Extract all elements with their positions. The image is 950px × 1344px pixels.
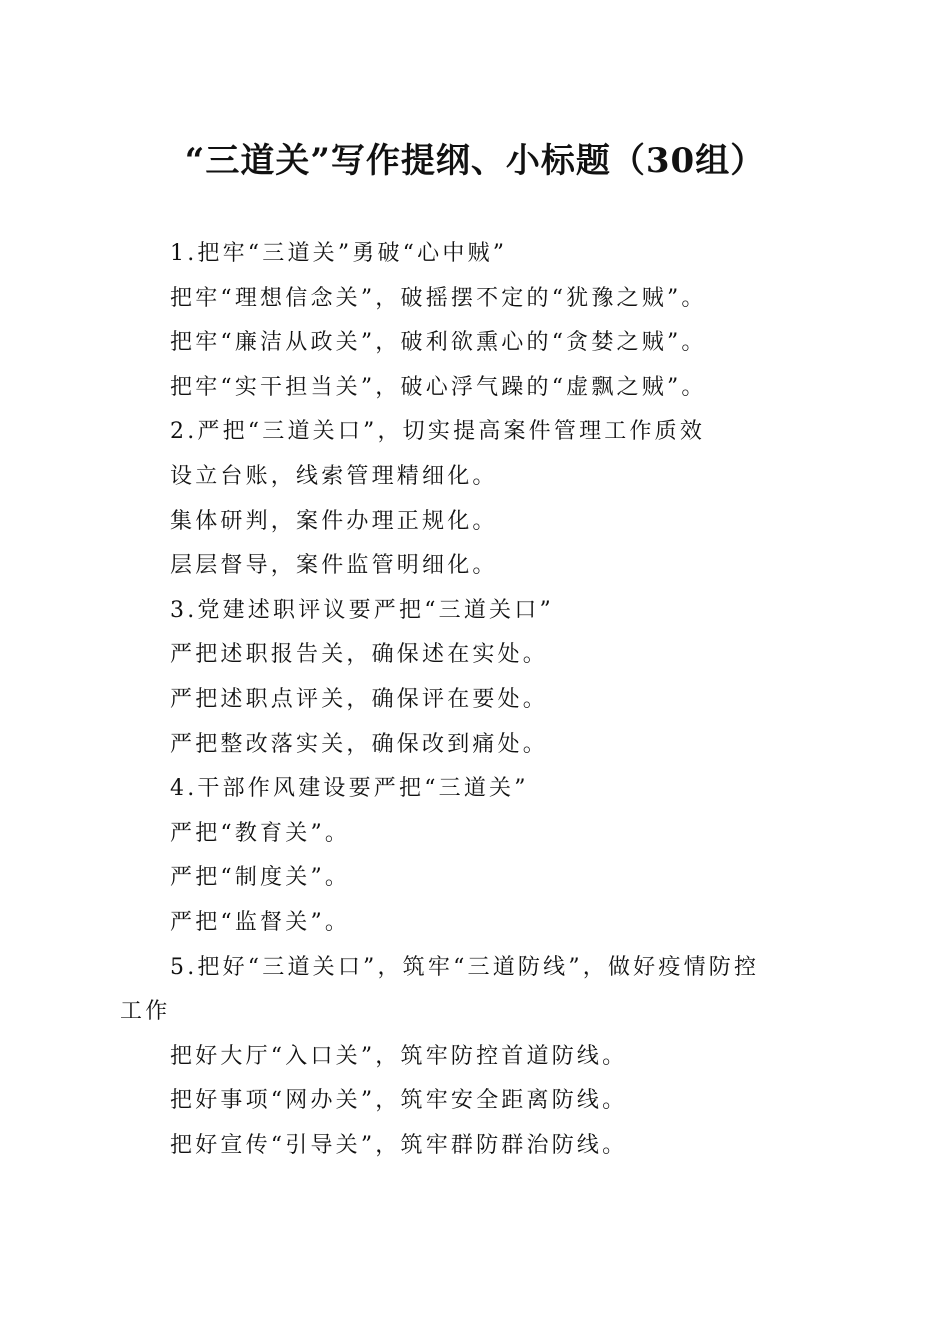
outline-item: 把牢“实干担当关”，破心浮气躁的“虚飘之贼”。 — [170, 374, 707, 400]
outline-heading-1: 1.把牢“三道关”勇破“心中贼” — [170, 241, 508, 266]
outline-heading-3: 3.党建述职评议要严把“三道关口” — [170, 597, 554, 623]
outline-item: 严把“监督关”。 — [170, 909, 351, 935]
outline-item: 设立台账，线索管理精细化。 — [170, 463, 498, 489]
outline-item: 把好事项“网办关”，筑牢安全距离防线。 — [170, 1088, 628, 1114]
outline-item: 严把“制度关”。 — [170, 865, 351, 891]
outline-item: 严把述职报告关，确保述在实处。 — [170, 642, 549, 668]
outline-heading-2: 2.严把“三道关口”，切实提高案件管理工作质效 — [170, 419, 706, 445]
outline-item: 严把述职点评关，确保评在要处。 — [170, 686, 549, 712]
outline-item: 把牢“廉洁从政关”，破利欲熏心的“贪婪之贼”。 — [170, 330, 707, 356]
document-body — [120, 232, 830, 1168]
outline-item: 把牢“理想信念关”，破摇摆不定的“犹豫之贼”。 — [170, 285, 707, 311]
outline-item: 严把“教育关”。 — [170, 820, 351, 846]
outline-heading-5: 5.把好“三道关口”，筑牢“三道防线”，做好疫情防控 — [170, 954, 760, 980]
outline-item: 把好大厅“入口关”，筑牢防控首道防线。 — [170, 1043, 628, 1069]
outline-item: 把好宣传“引导关”，筑牢群防群治防线。 — [170, 1132, 628, 1158]
outline-item: 层层督导，案件监管明细化。 — [170, 553, 498, 579]
outline-item: 集体研判，案件办理正规化。 — [170, 508, 498, 534]
outline-item: 严把整改落实关，确保改到痛处。 — [170, 731, 549, 757]
document-title: “三道关”写作提纲、小标题（30组） — [184, 141, 766, 181]
outline-heading-5-continuation: 工作 — [120, 999, 171, 1025]
outline-heading-4: 4.干部作风建设要严把“三道关” — [170, 776, 529, 802]
